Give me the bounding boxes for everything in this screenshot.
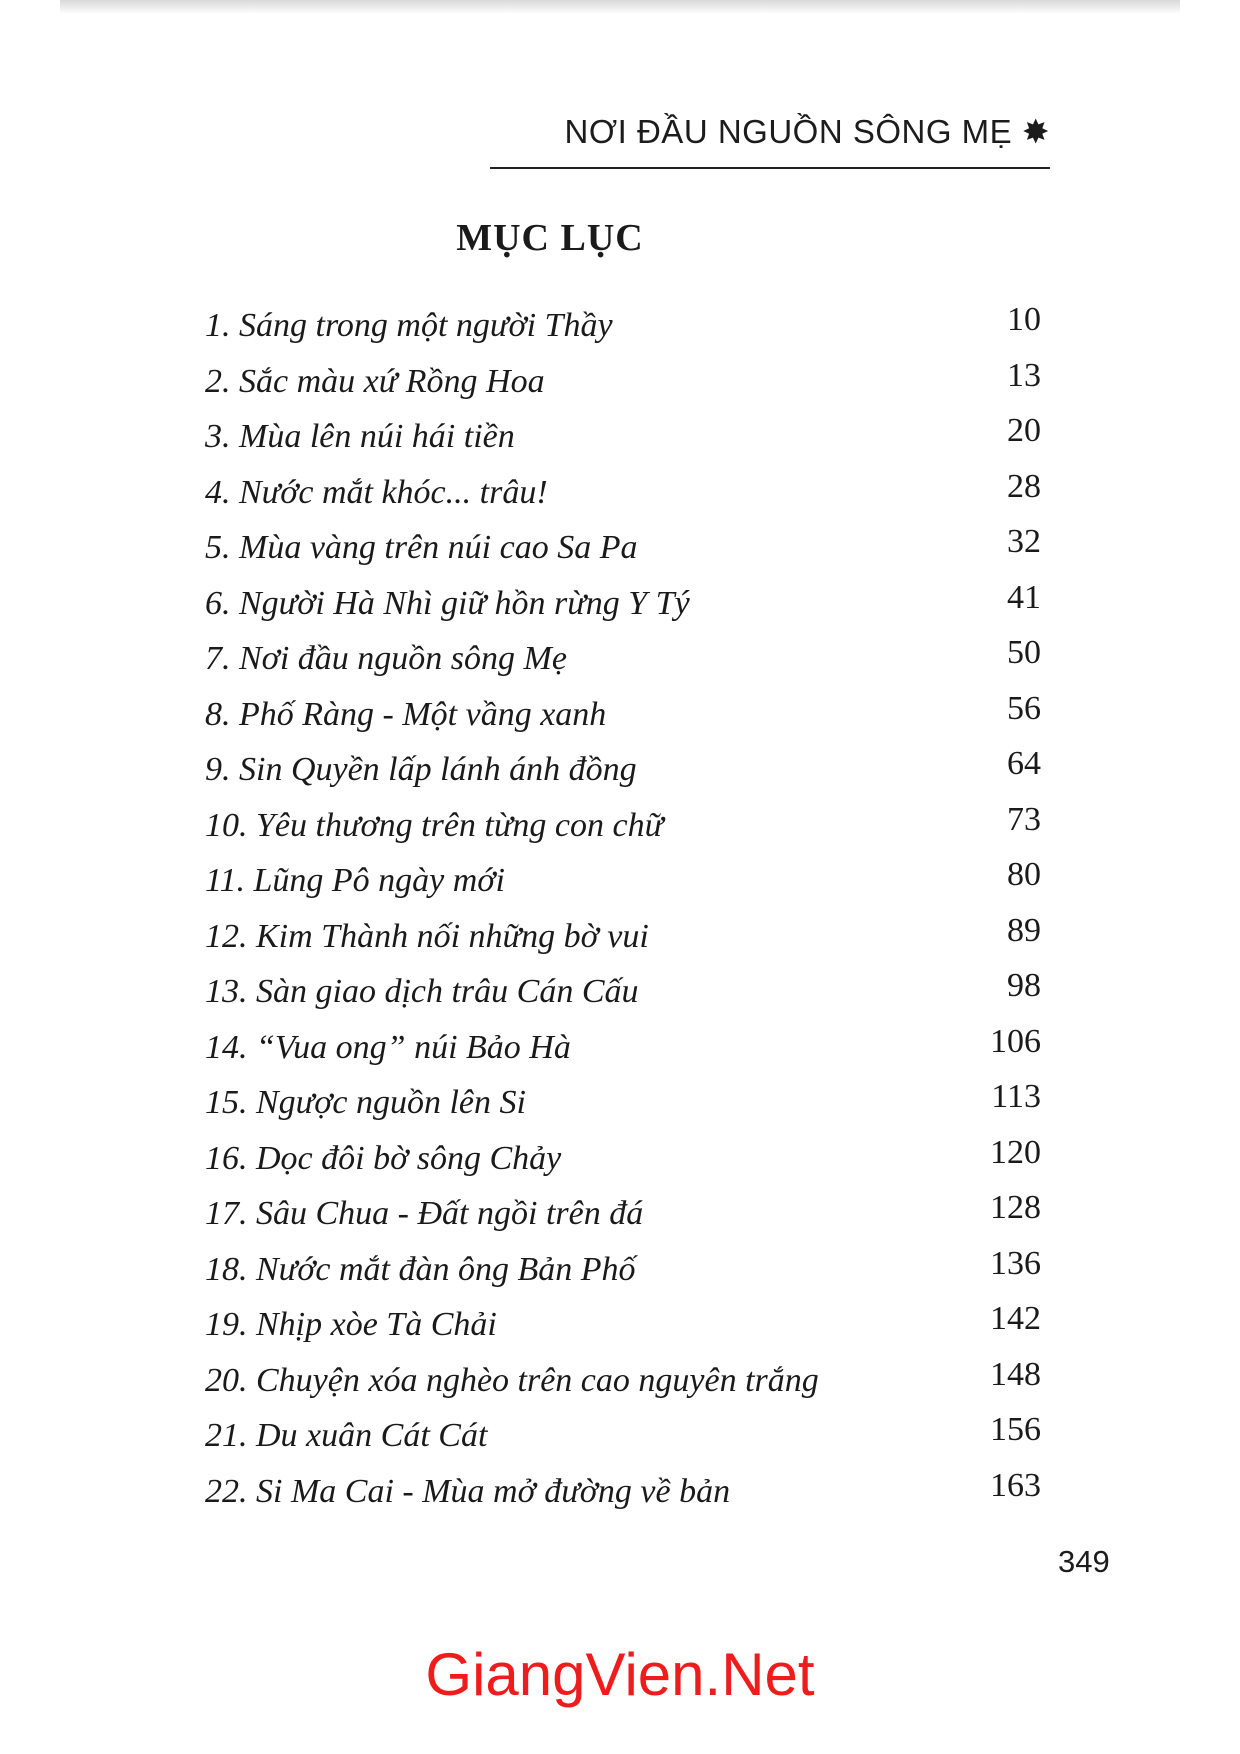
toc-entry-title: 6. Người Hà Nhì giữ hồn rừng Y Tý: [205, 584, 690, 622]
toc-entry-title: 15. Ngược nguồn lên Si: [205, 1084, 526, 1121]
toc-entry-page: 148: [990, 1355, 1041, 1393]
toc-entry: [205, 1242, 1045, 1298]
running-header: NƠI ĐẦU NGUỒN SÔNG MẸ ✸: [564, 113, 1050, 150]
toc-entry: [205, 576, 1045, 632]
toc-entry-title: 11. Lũng Pô ngày mới: [205, 862, 505, 899]
toc-entry: [205, 853, 1045, 909]
toc-entry-page: 32: [1007, 523, 1041, 560]
toc-entry-page: 89: [1007, 911, 1041, 949]
toc-entry-title: 7. Nơi đầu nguồn sông Mẹ: [205, 640, 567, 677]
toc-entry: [205, 631, 1045, 687]
toc-entry: [205, 909, 1045, 965]
toc-entry-title: 21. Du xuân Cát Cát: [205, 1417, 488, 1454]
toc-entry-page: 13: [1007, 356, 1041, 394]
toc-entry: [205, 1353, 1045, 1409]
toc-entry-page: 128: [990, 1189, 1041, 1226]
toc-entry-page: 113: [991, 1078, 1041, 1115]
toc-title: MỤC LỤC: [456, 217, 644, 259]
toc-entry: [205, 687, 1045, 743]
toc-entry-page: 64: [1007, 745, 1041, 782]
toc-entry: [205, 1075, 1045, 1131]
toc-entry-title: 12. Kim Thành nối những bờ vui: [205, 917, 649, 955]
toc-entry: [205, 465, 1045, 521]
toc-entry-page: 142: [990, 1300, 1041, 1337]
toc-entry-page: 10: [1007, 301, 1041, 338]
page-number: 349: [1058, 1544, 1110, 1579]
toc-entry-page: 20: [1007, 412, 1041, 449]
toc-entry: [205, 520, 1045, 576]
toc-entry-page: 106: [990, 1022, 1041, 1060]
header-rule: [490, 167, 1050, 169]
toc-entry-title: 10. Yêu thương trên từng con chữ: [205, 806, 664, 844]
toc-entry-title: 14. “Vua ong” núi Bảo Hà: [205, 1028, 571, 1066]
toc-entry-page: 156: [990, 1411, 1041, 1448]
toc-entry-page: 80: [1007, 856, 1041, 893]
toc-entry-page: 50: [1007, 634, 1041, 671]
toc-entry-title: 2. Sắc màu xứ Rồng Hoa: [205, 362, 545, 400]
toc-entry: [205, 1464, 1045, 1520]
toc-entry-page: 28: [1007, 467, 1041, 505]
toc-entry-title: 13. Sàn giao dịch trâu Cán Cấu: [205, 973, 639, 1010]
toc-entry-title: 17. Sâu Chua - Đất ngồi trên đá: [205, 1195, 644, 1232]
toc-entry: [205, 798, 1045, 854]
toc-entry-page: 73: [1007, 800, 1041, 838]
toc-entry-title: 8. Phố Ràng - Một vầng xanh: [205, 695, 607, 733]
toc-entry-page: 98: [1007, 967, 1041, 1004]
toc-entry: [205, 742, 1045, 798]
watermark: GiangVien.Net: [425, 1641, 815, 1708]
toc-entry: [205, 964, 1045, 1020]
toc-entry-title: 18. Nước mắt đàn ông Bản Phố: [205, 1250, 636, 1288]
toc-entry-title: 4. Nước mắt khóc... trâu!: [205, 473, 548, 511]
toc-entry-title: 9. Sin Quyền lấp lánh ánh đồng: [205, 751, 637, 788]
page-top-shadow: [60, 0, 1180, 14]
toc-entry-title: 1. Sáng trong một người Thầy: [205, 307, 613, 344]
toc-entry: [205, 409, 1045, 465]
toc-entry-title: 20. Chuyện xóa nghèo trên cao nguyên trắng: [205, 1361, 819, 1399]
toc-entry: [205, 1297, 1045, 1353]
toc-entry: [205, 1186, 1045, 1242]
toc-entry: [205, 1408, 1045, 1464]
toc-entry-page: 120: [990, 1133, 1041, 1171]
toc-entry-page: 136: [990, 1244, 1041, 1282]
toc-entry-title: 16. Dọc đôi bờ sông Chảy: [205, 1139, 562, 1177]
toc-entry: [205, 1020, 1045, 1076]
toc-list: [205, 298, 1045, 1519]
toc-entry-page: 163: [990, 1466, 1041, 1504]
toc-entry-title: 5. Mùa vàng trên núi cao Sa Pa: [205, 529, 638, 566]
toc-entry: [205, 298, 1045, 354]
toc-entry: [205, 1131, 1045, 1187]
toc-entry-page: 56: [1007, 689, 1041, 727]
toc-entry-page: 41: [1007, 578, 1041, 616]
toc-entry-title: 3. Mùa lên núi hái tiền: [205, 418, 515, 455]
toc-entry-title: 22. Si Ma Cai - Mùa mở đường về bản: [205, 1472, 731, 1510]
toc-entry: [205, 354, 1045, 410]
toc-entry-title: 19. Nhịp xòe Tà Chải: [205, 1306, 497, 1343]
